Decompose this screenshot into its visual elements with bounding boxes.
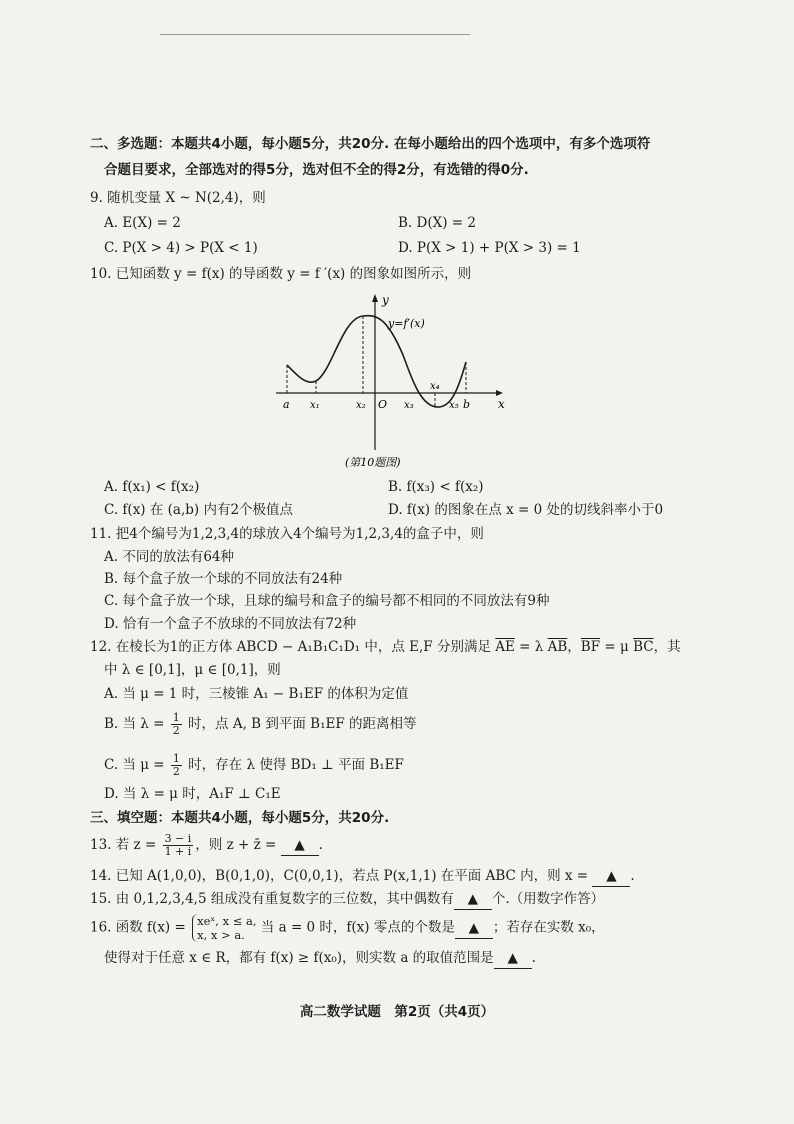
vector-ae: $\overline{AE}$ xyxy=(495,639,515,655)
y-axis-arrow-icon xyxy=(372,294,378,302)
section2-line1: 二、多选题：本题共4小题，每小题5分，共20分. 在每小题给出的四个选项中，有多个选项符 xyxy=(90,136,651,152)
q9-stem: 9. 随机变量 X ~ N(2,4)，则 xyxy=(90,190,266,206)
answer-blank-15[interactable]: ▲ xyxy=(454,889,492,910)
q13: 13. 若 z = $\frac{3 - i}{1 + i}$ ，则 z + z̄ = ▲ . xyxy=(90,832,323,858)
answer-blank-14[interactable]: ▲ xyxy=(592,866,630,887)
label-x3: x₃ xyxy=(404,400,414,411)
q10-option-d: D. f(x) 的图象在点 x = 0 处的切线斜率小于0 xyxy=(388,502,664,518)
answer-blank-16a[interactable]: ▲ xyxy=(455,918,493,939)
label-origin: O xyxy=(378,398,388,411)
q11-option-a: A. 不同的放法有64种 xyxy=(104,549,235,565)
section2-line2: 合题目要求，全部选对的得5分，选对但不全的得2分，有选错的得0分. xyxy=(104,162,529,178)
answer-blank-16b[interactable]: ▲ xyxy=(494,948,532,969)
q11-option-c: C. 每个盒子放一个球，且球的编号和盒子的编号都不相同的不同放法有9种 xyxy=(104,593,550,609)
vector-bc: $\overline{BC}$ xyxy=(633,639,654,655)
q12-option-a: A. 当 μ = 1 时，三棱锥 A₁ − B₁EF 的体积为定值 xyxy=(104,686,409,702)
label-x1: x₁ xyxy=(310,400,320,411)
q12-stem: 12. 在棱长为1的正方体 ABCD − A₁B₁C₁D₁ 中，点 E,F 分别满足 $\overline{AE} = \lambda$ $\overline{AB}$，$\overline{BF} = \mu$ $\overline{BC}$，其 xyxy=(90,639,681,655)
fraction-z: $\frac{3 - i}{1 + i}$ xyxy=(164,832,192,858)
q10-derivative-figure xyxy=(270,290,510,475)
q10-stem: 10. 已知函数 y = f(x) 的导函数 y = f ′(x) 的图象如图所示，则 xyxy=(90,266,472,282)
q11-option-d: D. 恰有一个盒子不放球的不同放法有72种 xyxy=(104,616,357,632)
q11-stem: 11. 把4个编号为1,2,3,4的球放入4个编号为1,2,3,4的盒子中，则 xyxy=(90,526,484,542)
q9-option-b: B. D(X) = 2 xyxy=(398,215,476,231)
x-axis-arrow-icon xyxy=(496,390,503,396)
q12-option-c: C. 当 μ = $\frac{1}{2}$ 时，存在 λ 使得 BD₁ ⊥ 平面 B₁EF xyxy=(104,752,404,778)
label-x5: x₅ xyxy=(449,400,459,411)
label-x: x xyxy=(498,397,505,411)
q9-option-d: D. P(X > 1) + P(X > 3) = 1 xyxy=(398,240,581,256)
fraction-half: $\frac{1}{2}$ xyxy=(172,752,180,778)
page-footer: 高二数学试题 第2页（共4页） xyxy=(299,1004,495,1020)
top-rule xyxy=(160,34,470,35)
answer-blank-13[interactable]: ▲ xyxy=(281,835,319,856)
section3-header: 三、填空题：本题共4小题，每小题5分，共20分. xyxy=(90,810,390,826)
q10-option-b: B. f(x₃) < f(x₂) xyxy=(388,479,484,495)
q15: 15. 由 0,1,2,3,4,5 组成没有重复数字的三位数，其中偶数有 ▲ 个.（用数字作答） xyxy=(90,889,604,910)
q9-option-a: A. E(X) = 2 xyxy=(104,215,181,231)
piecewise-brace: xeˣ, x ≤ a, x, x > a. xyxy=(192,914,256,942)
q11-option-b: B. 每个盒子放一个球的不同放法有24种 xyxy=(104,571,343,587)
vector-bf: $\overline{BF}$ xyxy=(580,639,601,655)
q12-option-b: B. 当 λ = $\frac{1}{2}$ 时，点 A, B 到平面 B₁EF 的距离相等 xyxy=(104,711,417,737)
q9-option-c: C. P(X > 4) > P(X < 1) xyxy=(104,240,258,256)
q16-line1: 16. 函数 f(x) = xeˣ, x ≤ a, x, x > a. 当 a = 0 时，f(x) 零点的个数是 ▲ ；若存在实数 x₀， xyxy=(90,914,605,942)
q16-line2: 使得对于任意 x ∈ R，都有 f(x) ≥ f(x₀)，则实数 a 的取值范围是 ▲ . xyxy=(104,948,536,969)
q10-option-a: A. f(x₁) < f(x₂) xyxy=(104,479,200,495)
label-x2: x₂ xyxy=(356,400,366,411)
label-curve: y=f′(x) xyxy=(388,317,425,330)
q12-option-d: D. 当 λ = μ 时，A₁F ⊥ C₁E xyxy=(104,786,281,802)
figure-caption: (第10题图) xyxy=(345,456,401,469)
label-x4: x₄ xyxy=(430,381,440,392)
vector-ab: $\overline{AB}$ xyxy=(547,639,568,655)
fraction-half: $\frac{1}{2}$ xyxy=(172,711,180,737)
q10-option-c: C. f(x) 在 (a,b) 内有2个极值点 xyxy=(104,502,294,518)
q14: 14. 已知 A(1,0,0)，B(0,1,0)，C(0,0,1)，若点 P(x,1,1) 在平面 ABC 内，则 x = ▲ . xyxy=(90,866,635,887)
label-y: y xyxy=(382,293,389,307)
label-a: a xyxy=(283,398,290,411)
label-b: b xyxy=(463,398,471,411)
q12-stem-line2: 中 λ ∈ [0,1]，μ ∈ [0,1]，则 xyxy=(104,662,281,678)
